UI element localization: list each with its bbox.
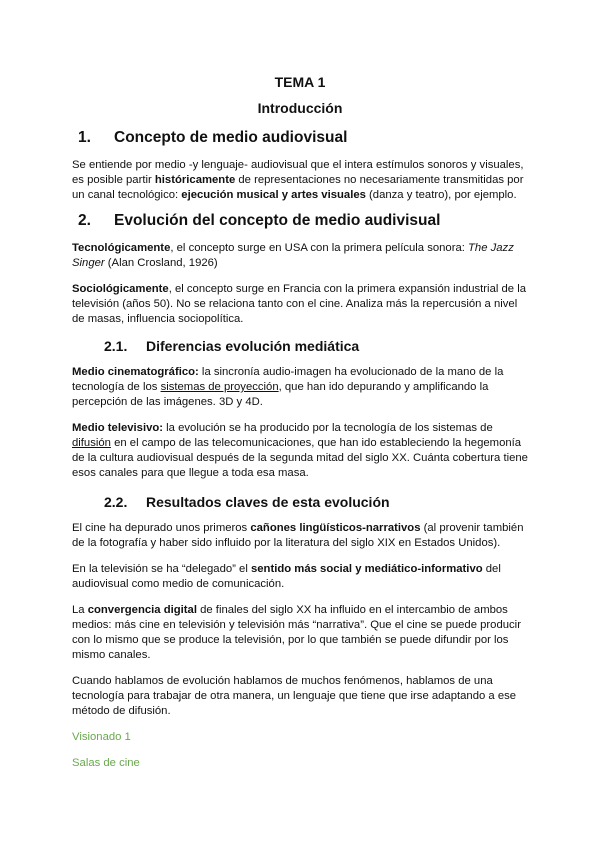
text-run: la evolución se ha producido por la tecnología de los sistemas de: [163, 422, 493, 434]
text-run: del audiovisual como medio de comunicación.: [72, 563, 501, 590]
underlined-run: difusión: [72, 437, 111, 449]
bold-run: convergencia digital: [87, 604, 197, 616]
text-run: La: [72, 604, 88, 616]
text-run: (danza y teatro), por ejemplo.: [365, 189, 517, 201]
underlined-run: sistemas de proyección: [160, 381, 279, 393]
section-2-2-paragraph-2: [72, 562, 528, 592]
section-2-2-heading: [72, 493, 528, 511]
text-run: de finales del siglo XX ha influido en el intercambio de ambos medios: más cine en televisión y televisión más “narrativa”. Que el cine se puede producir con lo mismo que se produce la televisión, por lo que también se puede difundir por los mismo canales.: [72, 604, 521, 661]
section-2-1-paragraph-2: [72, 421, 528, 481]
text-run: la sincronía audio-imagen ha evolucionado de la mano de la tecnología de los: [72, 366, 504, 393]
section-2-2-paragraph-1: [72, 521, 528, 551]
bold-run: ejecución musical y artes visuales: [181, 189, 366, 201]
section-2-2-title: Resultados claves de esta evolución: [146, 494, 390, 510]
section-2-number: 2.: [78, 212, 91, 229]
bold-run: Tecnológicamente: [72, 242, 171, 254]
bold-run: Medio televisivo:: [72, 422, 164, 434]
visionado-link[interactable]: Visionado 1: [72, 731, 131, 743]
text-run: (Alan Crosland, 1926): [104, 257, 218, 269]
bold-run: Sociológicamente: [72, 283, 169, 295]
text-run: de representaciones no necesariamente transmitidas por un canal tecnológico:: [72, 174, 524, 201]
section-2-1-paragraph-1: [72, 365, 528, 410]
section-2-1-number: 2.1.: [104, 338, 128, 354]
salas-de-cine-link[interactable]: Salas de cine: [72, 757, 140, 769]
text-run: El cine ha depurado unos primeros: [72, 522, 251, 534]
section-2-2-paragraph-3: [72, 603, 528, 663]
section-2-1-title: Diferencias evolución mediática: [146, 338, 360, 354]
section-1-heading: [72, 128, 528, 148]
section-1-paragraph: [72, 158, 528, 203]
section-2-2-paragraph-4: Cuando hablamos de evolución hablamos de muchos fenómenos, hablamos de una tecnología para trabajar de otra manera, un lenguaje que tiene que irse adaptando a ese método de difusión.: [72, 675, 517, 717]
section-1-title: Concepto de medio audiovisual: [114, 129, 348, 146]
bold-run: Medio cinematográfico:: [72, 366, 199, 378]
text-run: en el campo de las telecomunicaciones, que han ido estableciendo la hegemonía de la cultura audiovisual después de la segunda mitad del siglo XX. Cuánta cobertura tiene esos canales para que llegue a toda esa masa.: [72, 437, 528, 479]
italic-run: The Jazz Singer: [72, 242, 514, 269]
section-2-heading: [72, 211, 528, 231]
doc-subtitle: Introducción: [257, 100, 343, 116]
bold-run: sentido más social y mediático-informativo: [250, 563, 483, 575]
text-run: En la televisión se ha “delegado” el: [72, 563, 251, 575]
text-run: , el concepto surge en USA con la primera película sonora:: [170, 242, 469, 254]
section-2-title: Evolución del concepto de medio audivisual: [114, 212, 441, 229]
text-run: Se entiende por medio -y lenguaje- audiovisual que el intera estímulos sonoros y visuales, es posible partir: [72, 159, 524, 186]
text-run: , que han ido depurando y amplificando la percepción de las imágenes. 3D y 4D.: [72, 381, 489, 408]
text-run: , el concepto surge en Francia con la primera expansión industrial de la televisión (años 50). No se relaciona tanto con el cine. Analiza más la repercusión a nivel de masas, influencia sociopolítica.: [72, 283, 526, 325]
section-2-1-heading: [72, 337, 528, 355]
section-2-2-number: 2.2.: [104, 494, 128, 510]
bold-run: históricamente: [154, 174, 236, 186]
section-2-paragraph-1: [72, 241, 528, 271]
doc-title: TEMA 1: [274, 74, 326, 90]
text-run: (al provenir también de la fotografía y haber sido influido por la literatura del siglo XIX en Estados Unidos).: [72, 522, 524, 549]
section-2-paragraph-2: [72, 282, 528, 327]
section-1-number: 1.: [78, 129, 91, 146]
bold-run: cañones lingüísticos-narrativos: [250, 522, 421, 534]
